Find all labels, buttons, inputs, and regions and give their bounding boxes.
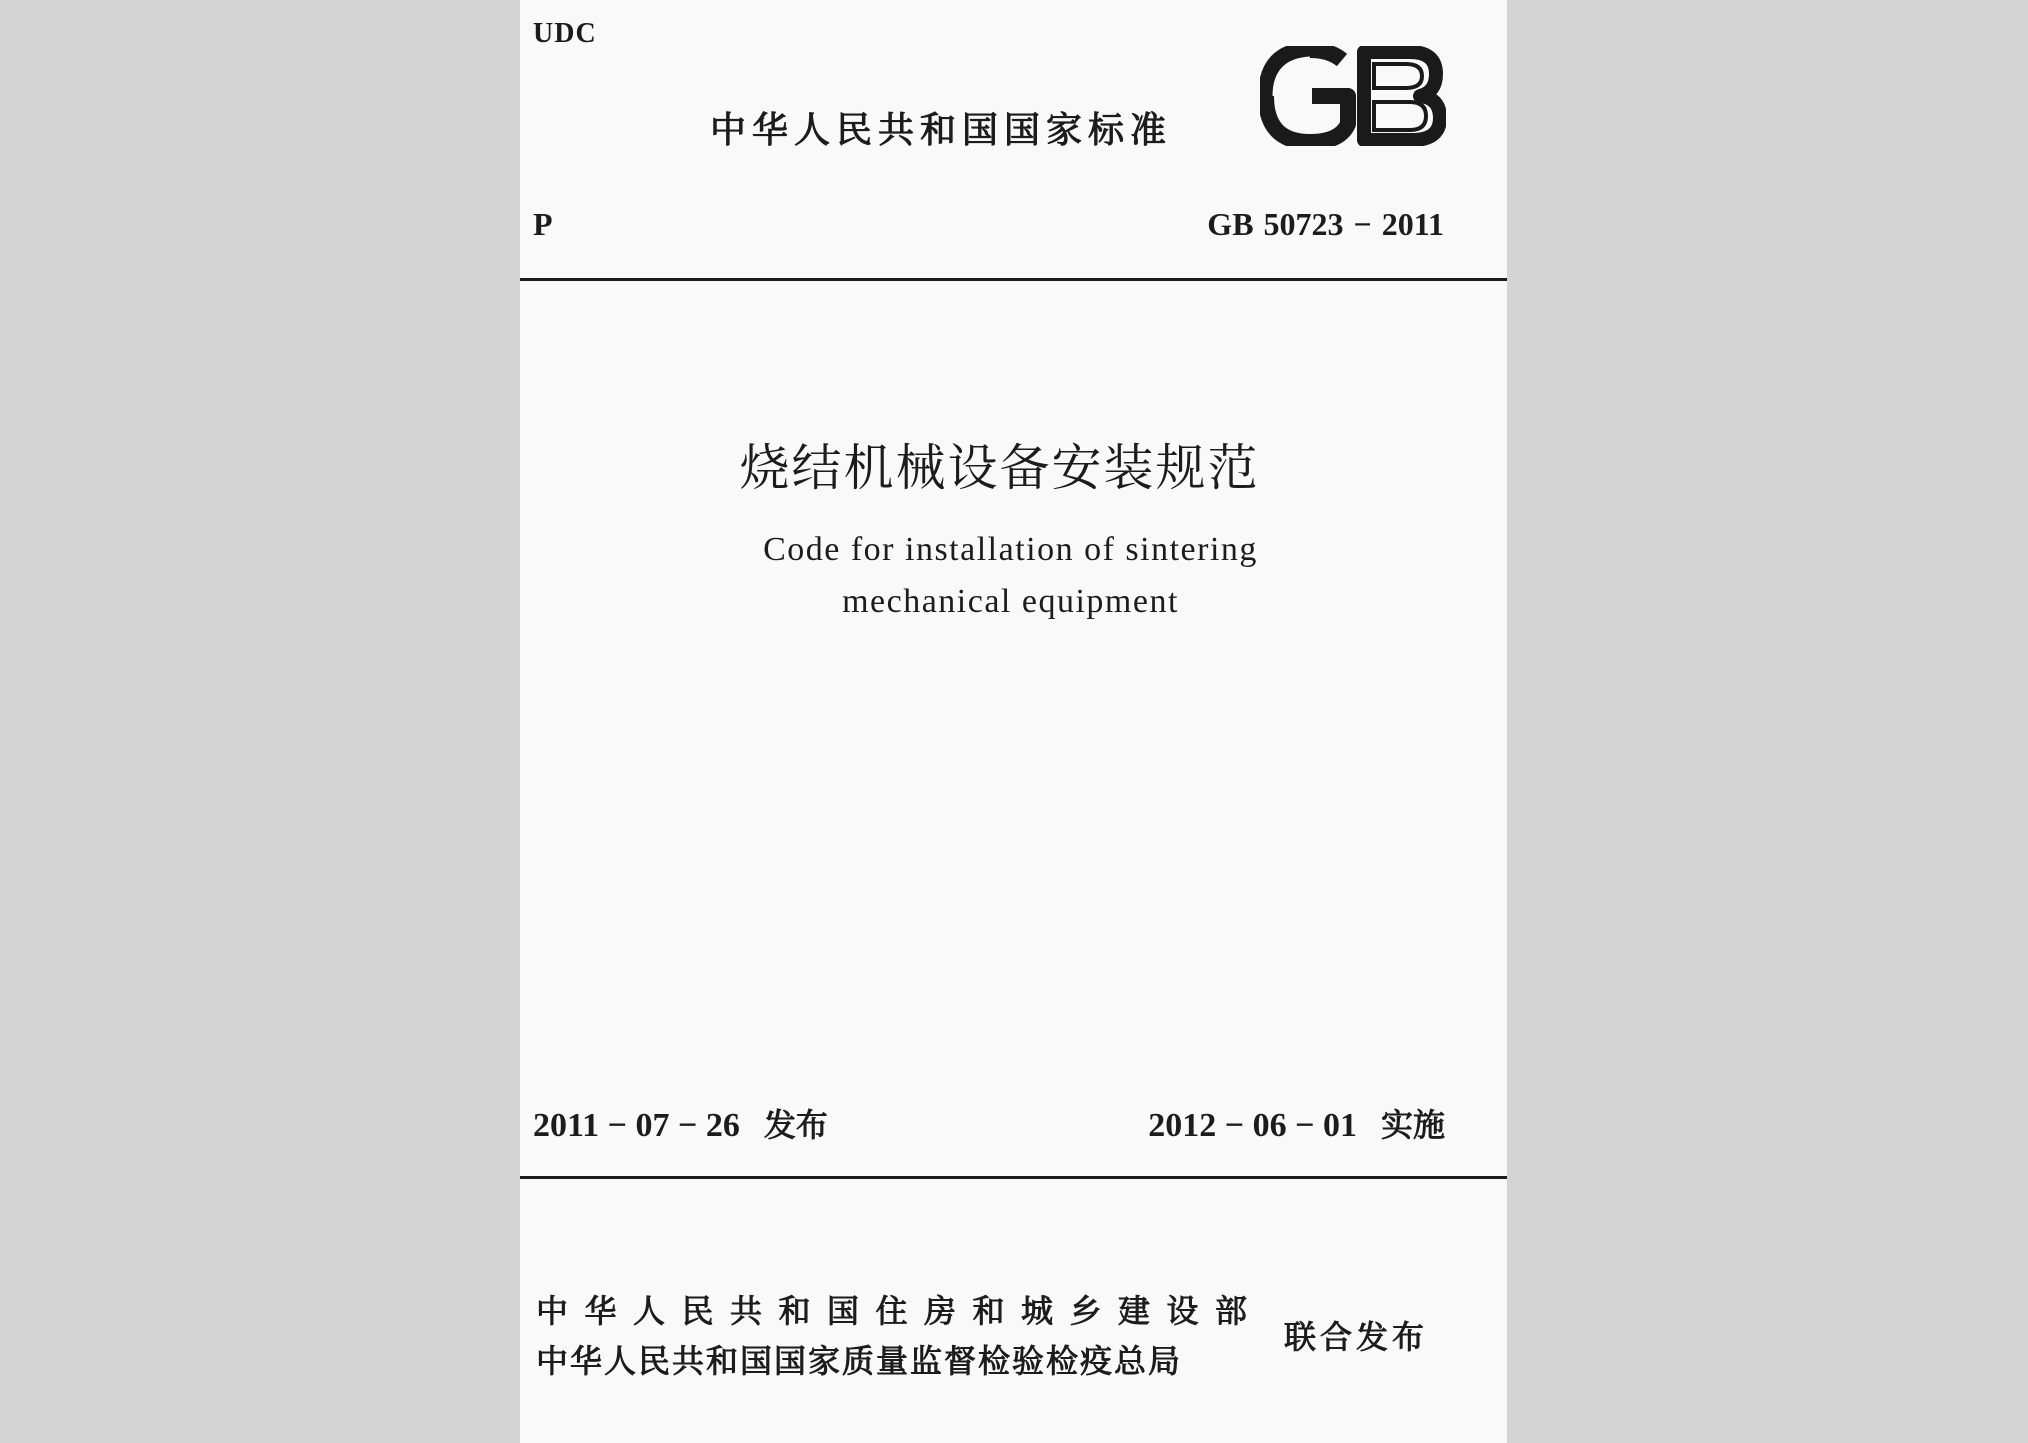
title-chinese: 烧结机械设备安装规范 (739, 439, 1260, 497)
implementation-label: 实施 (1380, 1106, 1445, 1144)
publisher-aqsiq: 中华人民共和国国家质量监督检验检疫总局 (536, 1342, 1183, 1380)
implementation-date: 2012 − 06 − 01 (1148, 1107, 1357, 1144)
issue-date: 2011 − 07 − 26 (533, 1107, 740, 1144)
title-english-line-1: Code for installation of sintering (763, 531, 1258, 568)
issue-date-block (533, 1100, 828, 1146)
header-divider (520, 278, 1507, 281)
title-english (517, 524, 1504, 628)
footer-divider (520, 1176, 1507, 1179)
standard-cover-page (520, 0, 1507, 1443)
implementation-date-block (1148, 1100, 1445, 1146)
udc-label: UDC (533, 18, 597, 49)
publisher-ministry: 中华人民共和国住房和城乡建设部 (536, 1292, 1264, 1330)
standard-number: GB 50723 − 2011 (1207, 206, 1444, 242)
gb-logo-icon (1260, 46, 1446, 146)
national-standard-heading: 中华人民共和国国家标准 (710, 110, 1173, 151)
title-english-line-2: mechanical equipment (842, 583, 1179, 620)
classification-code: P (533, 206, 553, 242)
issue-label: 发布 (763, 1106, 828, 1144)
joint-issue-label: 联合发布 (1284, 1318, 1429, 1356)
